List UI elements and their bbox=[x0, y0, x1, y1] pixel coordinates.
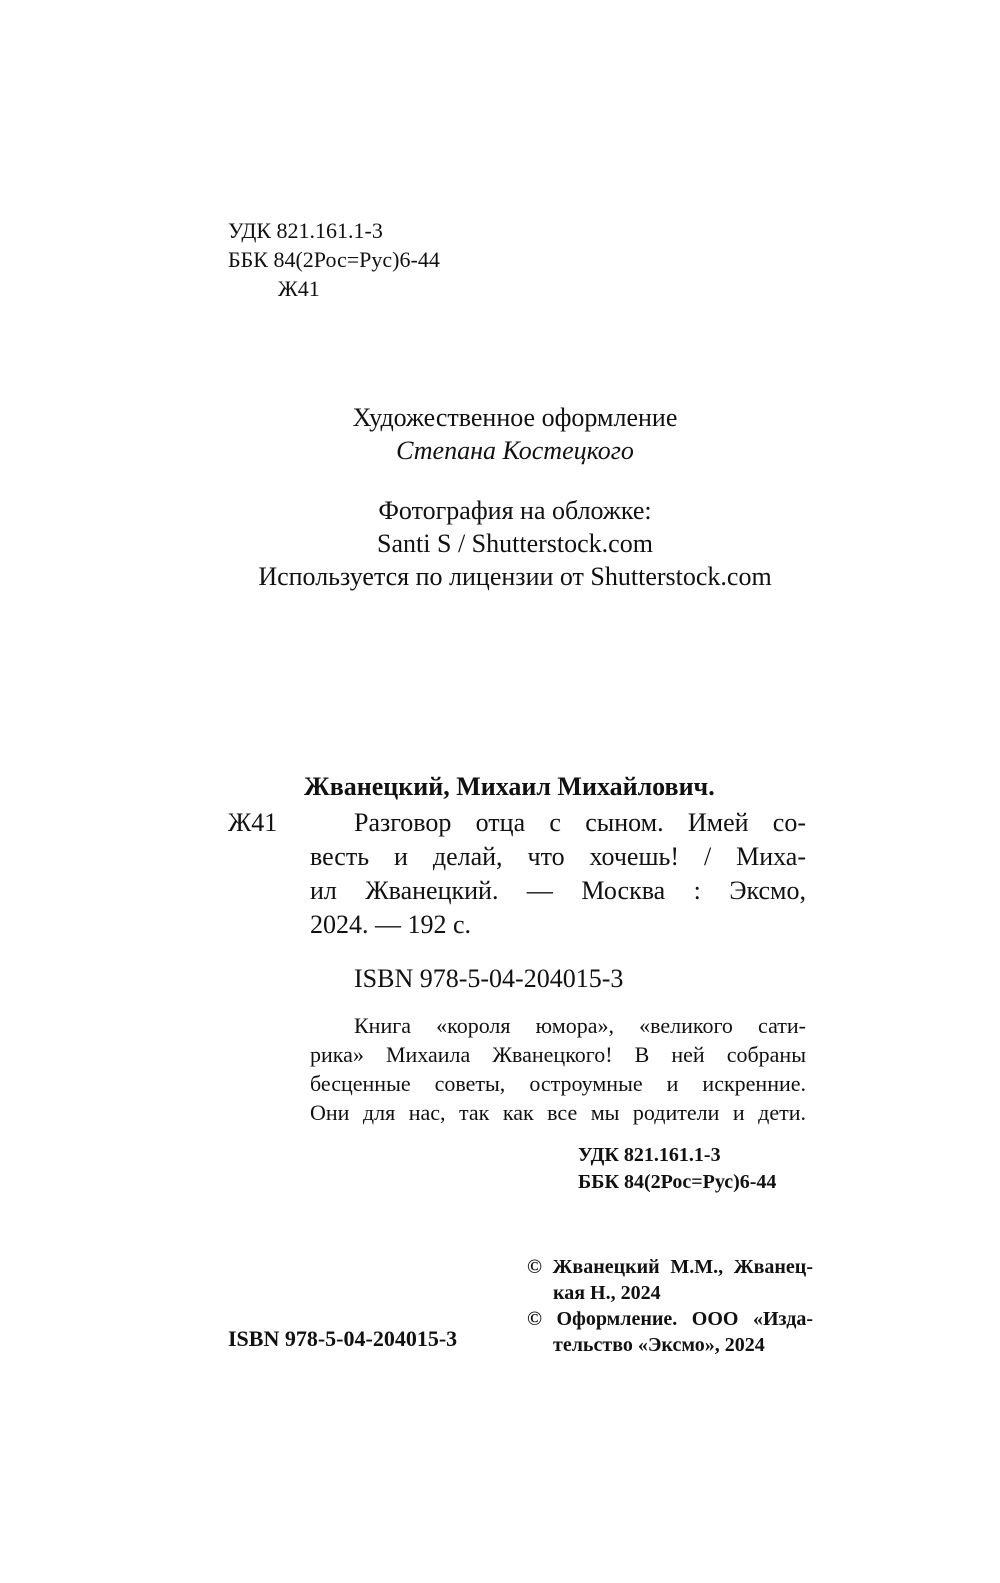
copyright-line: кая Н., 2024 bbox=[553, 1282, 661, 1304]
isbn-main: ISBN 978-5-04-204015-3 bbox=[354, 964, 624, 993]
copyright-block bbox=[527, 1254, 813, 1358]
description-line: Разговор отца с сыном. Имей со- bbox=[354, 808, 806, 837]
annotation bbox=[310, 1011, 806, 1127]
design-credit bbox=[0, 401, 1000, 467]
annotation-line: Они для нас, так как все мы родители и дети. bbox=[310, 1100, 806, 1125]
annotation-line: бесценные советы, остроумные и искренние. bbox=[310, 1071, 806, 1096]
isbn-bottom: ISBN 978-5-04-204015-3 bbox=[228, 1326, 458, 1351]
photo-source: Santi S / Shutterstock.com bbox=[377, 529, 653, 558]
annotation-line: рика» Михаила Жванецкого! В ней собраны bbox=[310, 1042, 806, 1067]
author-heading: Жванецкий, Михаил Михайлович. bbox=[304, 772, 715, 801]
description-line: 2024. — 192 с. bbox=[310, 910, 472, 939]
udk-code: УДК 821.161.1-3 bbox=[228, 218, 383, 243]
copyright-line: © Жванецкий М.М., Жванец- bbox=[527, 1256, 813, 1278]
bibliographic-description bbox=[310, 806, 806, 942]
annotation-line: Книга «короля юмора», «великого сати- bbox=[354, 1013, 806, 1038]
bbk-code: ББК 84(2Рос=Рус)6-44 bbox=[578, 1171, 777, 1193]
designer-name: Степана Костецкого bbox=[396, 436, 634, 465]
udk-code: УДК 821.161.1-3 bbox=[578, 1144, 721, 1166]
description-line: весть и делай, что хочешь! / Миха- bbox=[310, 842, 806, 871]
classification-codes-right bbox=[578, 1142, 776, 1196]
design-label: Художественное оформление bbox=[352, 403, 678, 432]
classification-codes-top bbox=[228, 216, 440, 303]
copyright-line: тельство «Эксмо», 2024 bbox=[553, 1334, 765, 1356]
copyright-line: © Оформление. ООО «Изда- bbox=[527, 1308, 813, 1330]
author-index-code: Ж41 bbox=[278, 276, 320, 301]
index-mark: Ж41 bbox=[228, 808, 278, 837]
bbk-code: ББК 84(2Рос=Рус)6-44 bbox=[228, 247, 440, 272]
license-note: Используется по лицензии от Shutterstock.com bbox=[258, 562, 772, 591]
description-line: ил Жванецкий. — Москва : Эксмо, bbox=[310, 876, 806, 905]
photo-credit bbox=[0, 494, 1000, 593]
photo-label: Фотография на обложке: bbox=[378, 496, 652, 525]
